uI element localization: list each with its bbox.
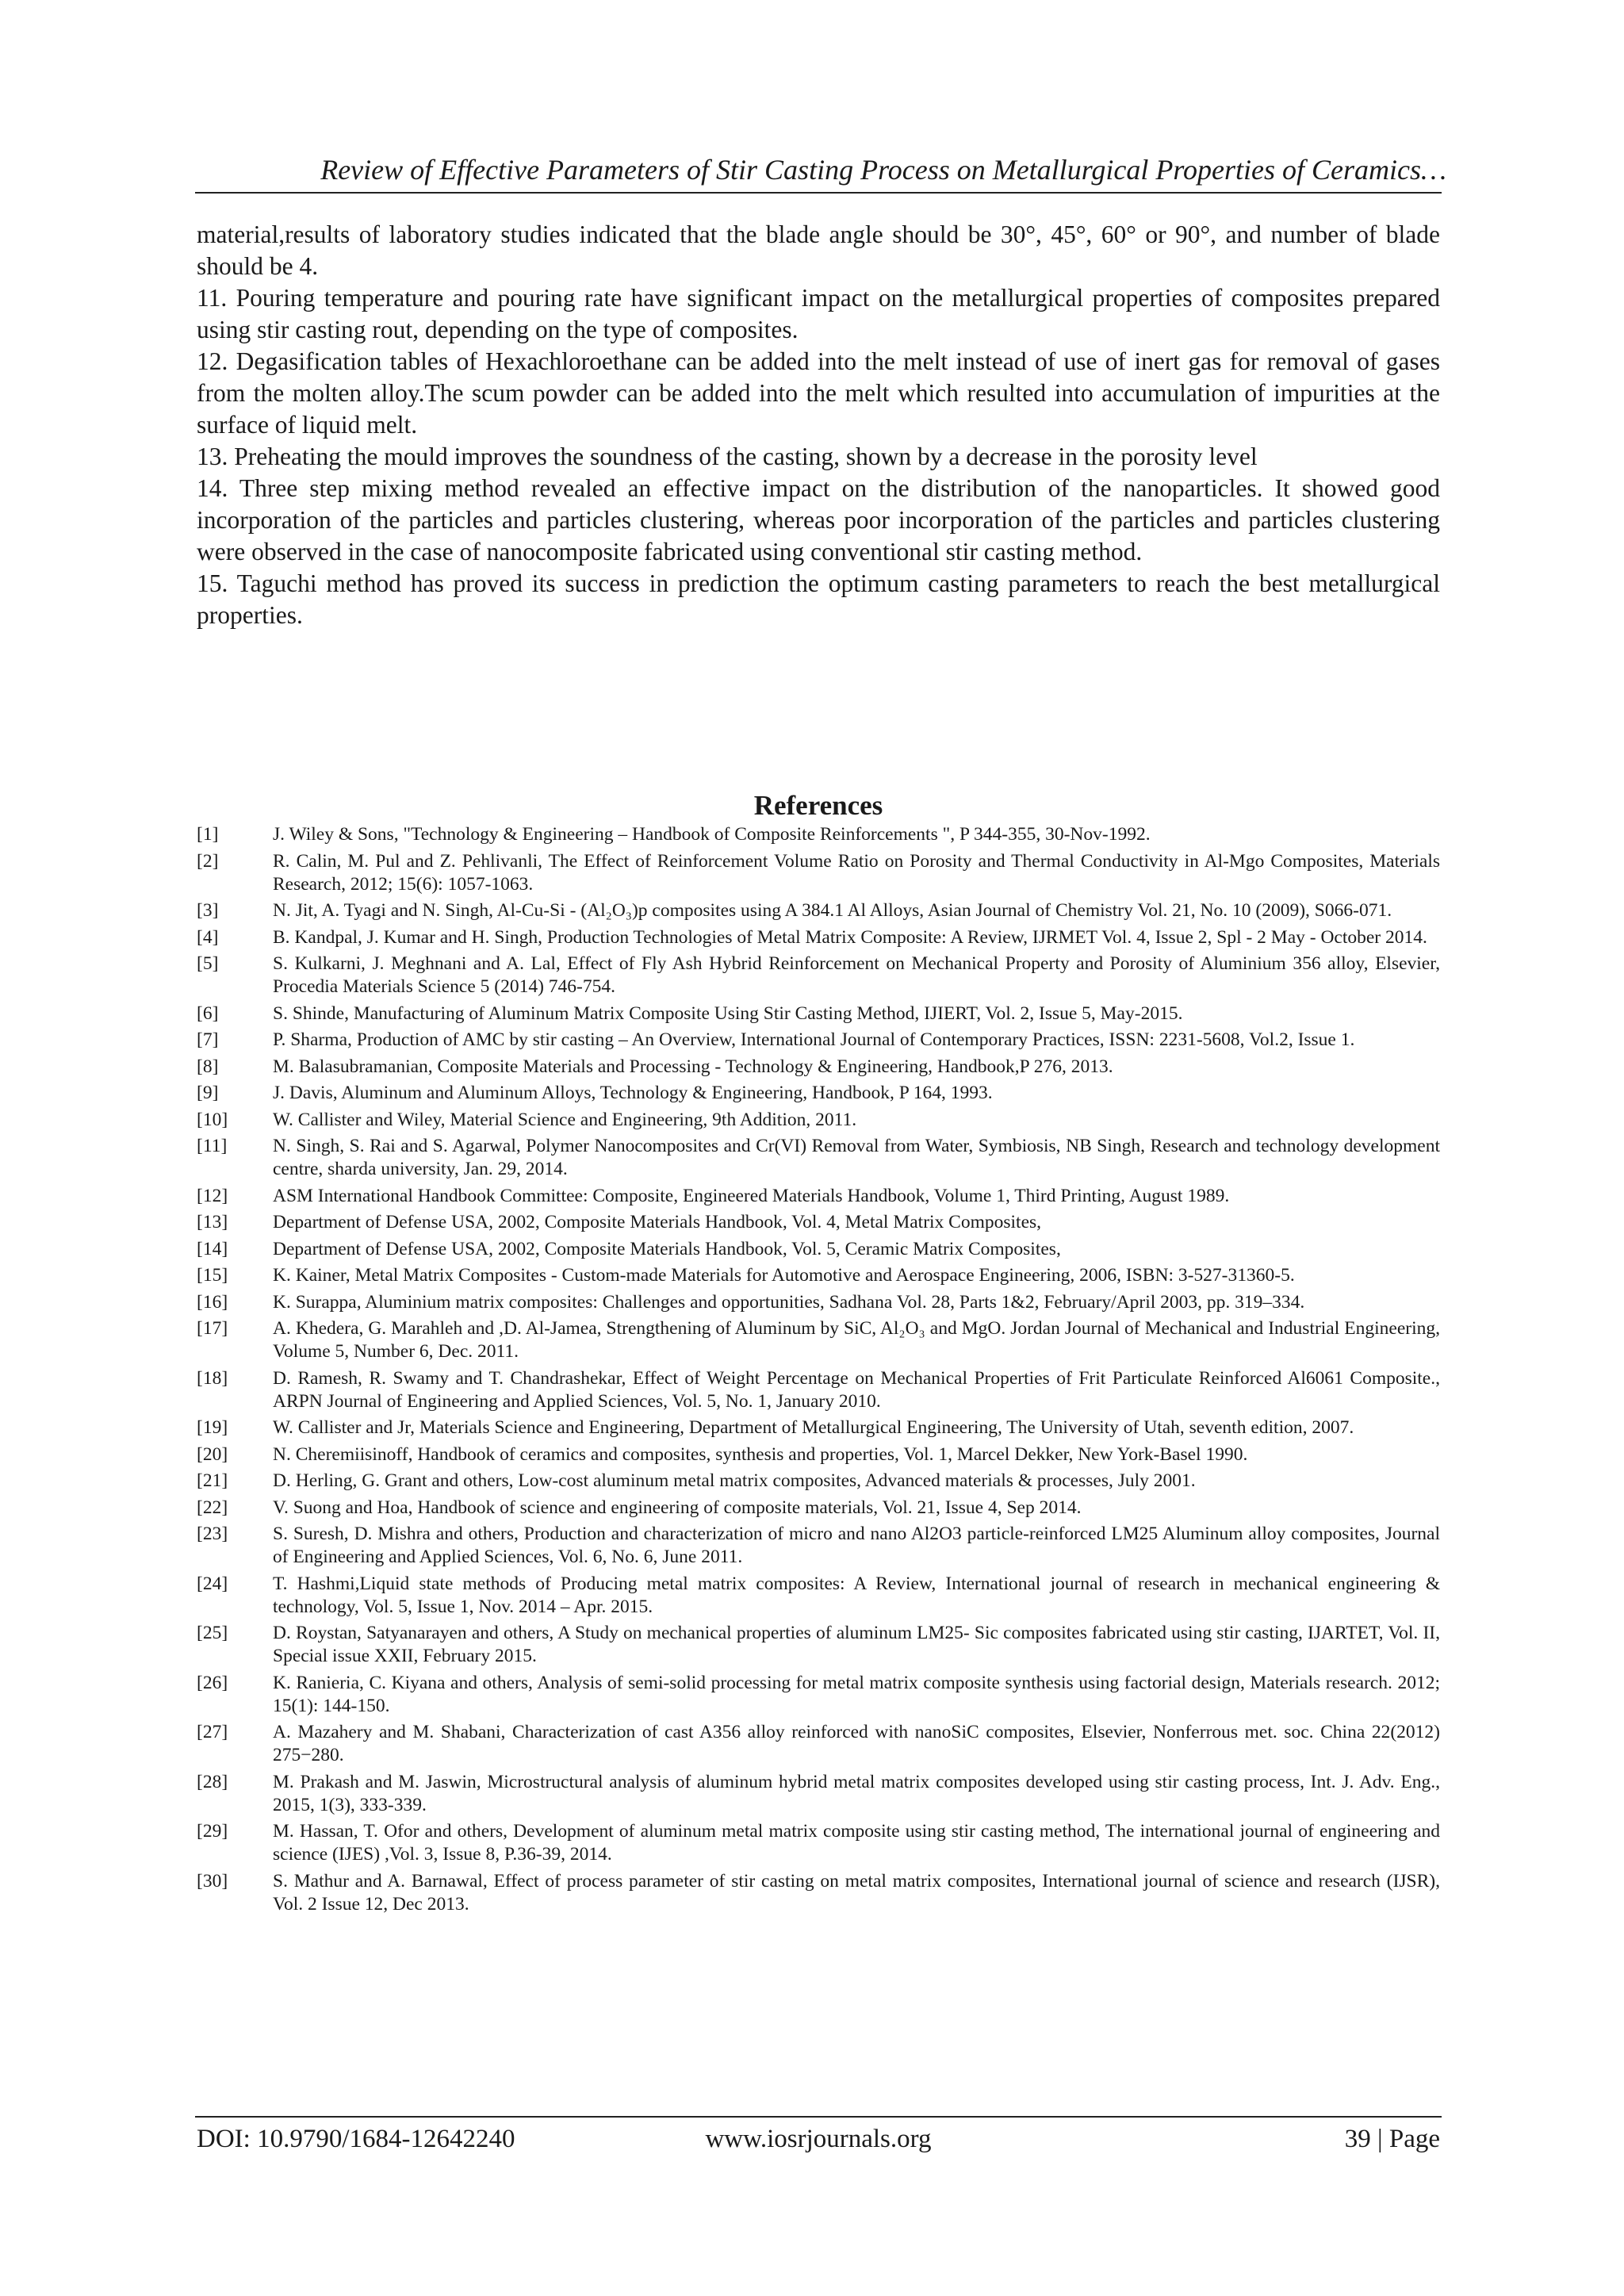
reference-item (197, 1056, 1440, 1079)
paragraph: 11. Pouring temperature and pouring rate have significant impact on the metallurgical properties of composites prepared using stir casting rout, depending on the type of composites. (197, 284, 1440, 343)
reference-number: [17] (197, 1318, 228, 1339)
reference-number: [26] (197, 1672, 228, 1693)
reference-number: [12] (197, 1185, 228, 1206)
paragraph: material,results of laboratory studies indicated that the blade angle should be 30°, 45°, 60° or 90°, and number of blade should be 4. (197, 220, 1440, 280)
paragraph: 13. Preheating the mould improves the soundness of the casting, shown by a decrease in the porosity level (197, 443, 1258, 470)
reference-number: [15] (197, 1265, 228, 1286)
reference-number: [5] (197, 953, 219, 974)
reference-text: P. Sharma, Production of AMC by stir casting – An Overview, International Journal of Contemporary Practices, ISSN: 2231-5608, Vol.2, Issue 1. (273, 1029, 1355, 1050)
reference-number: [24] (197, 1573, 228, 1594)
reference-text: Department of Defense USA, 2002, Composite Materials Handbook, Vol. 4, Metal Matrix Composites, (273, 1212, 1042, 1232)
reference-item (197, 1367, 1440, 1413)
footer-divider (195, 2116, 1442, 2118)
reference-item (197, 899, 1440, 922)
reference-text: A. Mazahery and M. Shabani, Characterization of cast A356 alloy reinforced with nanoSiC composites, Elsevier, Nonferrous met. soc. China 22(2012) 275−280. (273, 1722, 1440, 1765)
reference-item (197, 1291, 1440, 1314)
reference-number: [30] (197, 1870, 228, 1892)
footer-website: www.iosrjournals.org (705, 2125, 932, 2153)
reference-item (197, 1470, 1440, 1493)
reference-item (197, 1497, 1440, 1520)
reference-item (197, 1523, 1440, 1569)
reference-item (197, 1317, 1440, 1363)
reference-item (197, 823, 1440, 846)
reference-item (197, 850, 1440, 896)
reference-text: S. Shinde, Manufacturing of Aluminum Matrix Composite Using Stir Casting Method, IJIERT, Vol. 2, Issue 5, May-2015. (273, 1002, 1183, 1024)
reference-number: [11] (197, 1136, 228, 1156)
reference-text: Department of Defense USA, 2002, Composite Materials Handbook, Vol. 5, Ceramic Matrix Composites, (273, 1238, 1061, 1259)
reference-item (197, 1002, 1440, 1025)
reference-item (197, 1443, 1440, 1466)
reference-text: K. Kainer, Metal Matrix Composites - Custom-made Materials for Automotive and Aerospace Engineering, 2006, ISBN: 3-527-31360-5. (273, 1265, 1295, 1286)
reference-text: D. Roystan, Satyanarayen and others, A Study on mechanical properties of aluminum LM25- Sic composites fabricated using stir casting, IJARTET, Vol. II, Special issue XXII, February 2015. (273, 1623, 1440, 1666)
reference-item (197, 1029, 1440, 1052)
paragraph: 15. Taguchi method has proved its success in prediction the optimum casting parameters to reach the best metallurgical properties. (197, 569, 1440, 629)
reference-text: W. Callister and Jr, Materials Science and Engineering, Department of Metallurgical Engineering, The University of Utah, seventh edition, 2007. (273, 1417, 1354, 1438)
reference-number: [27] (197, 1722, 228, 1742)
reference-item (197, 1573, 1440, 1619)
reference-item (197, 1082, 1440, 1105)
reference-item (197, 1870, 1440, 1916)
reference-text: D. Ramesh, R. Swamy and T. Chandrashekar, Effect of Weight Percentage on Mechanical Properties of Frit Particulate Reinforced Al6061 Composite., ARPN Journal of Engineering and Applied Sciences, Vol. 5, No. 1, January 2010. (273, 1367, 1440, 1412)
reference-item (197, 1185, 1440, 1208)
reference-number: [20] (197, 1443, 228, 1465)
reference-number: [21] (197, 1470, 228, 1491)
reference-text: J. Davis, Aluminum and Aluminum Alloys, Technology & Engineering, Handbook, P 164, 1993. (273, 1083, 993, 1103)
reference-number: [14] (197, 1238, 228, 1259)
reference-text: S. Kulkarni, J. Meghnani and A. Lal, Effect of Fly Ash Hybrid Reinforcement on Mechanical Property and Porosity of Aluminium 356 alloy, Elsevier, Procedia Materials Science 5 (2014) 746-754. (273, 953, 1440, 997)
reference-number: [7] (197, 1029, 219, 1050)
references-list (197, 823, 1440, 1919)
reference-number: [2] (197, 850, 219, 872)
reference-item (197, 1672, 1440, 1718)
reference-number: [8] (197, 1056, 219, 1077)
reference-number: [18] (197, 1367, 228, 1389)
reference-text: V. Suong and Hoa, Handbook of science and engineering of composite materials, Vol. 21, Issue 4, Sep 2014. (273, 1497, 1082, 1518)
references-heading: References (753, 790, 883, 821)
reference-item (197, 1721, 1440, 1767)
reference-text: S. Mathur and A. Barnawal, Effect of process parameter of stir casting on metal matrix composites, International journal of science and research (IJSR), Vol. 2 Issue 12, Dec 2013. (273, 1870, 1440, 1915)
reference-number: [22] (197, 1497, 228, 1518)
reference-item (197, 1264, 1440, 1287)
reference-number: [1] (197, 824, 219, 845)
reference-number: [6] (197, 1002, 219, 1024)
running-header: Review of Effective Parameters of Stir Casting Process on Metallurgical Properties of Ceramics… (320, 154, 1446, 186)
reference-text: M. Prakash and M. Jaswin, Microstructural analysis of aluminum hybrid metal matrix composites developed using stir casting process, Int. J. Adv. Eng., 2015, 1(3), 333-339. (273, 1771, 1440, 1815)
reference-item (197, 1820, 1440, 1866)
reference-number: [9] (197, 1083, 219, 1103)
reference-text: K. Ranieria, C. Kiyana and others, Analysis of semi-solid processing for metal matrix composite synthesis using factorial design, Materials research. 2012; 15(1): 144-150. (273, 1672, 1440, 1716)
reference-text: M. Balasubramanian, Composite Materials and Processing - Technology & Engineering, Handbook,P 276, 2013. (273, 1056, 1113, 1077)
reference-item (197, 1771, 1440, 1817)
reference-number: [3] (197, 900, 219, 921)
reference-text: M. Hassan, T. Ofor and others, Development of aluminum metal matrix composite using stir casting method, The international journal of engineering and science (IJES) ,Vol. 3, Issue 8, P.36-39, 2014. (273, 1821, 1440, 1865)
reference-text: N. Jit, A. Tyagi and N. Singh, Al-Cu-Si - (Al₂O₃)p composites using A 384.1 Al Alloys, Asian Journal of Chemistry Vol. 21, No. 10 (2009), S066-071. (273, 900, 1392, 921)
reference-text: N. Cheremiisinoff, Handbook of ceramics and composites, synthesis and properties, Vol. 1, Marcel Dekker, New York-Basel 1990. (273, 1443, 1248, 1465)
reference-number: [28] (197, 1771, 228, 1792)
reference-item (197, 1622, 1440, 1668)
reference-number: [23] (197, 1524, 228, 1544)
body-text (197, 219, 1440, 631)
footer-doi: DOI: 10.9790/1684-12642240 (197, 2125, 515, 2153)
reference-number: [13] (197, 1212, 228, 1232)
reference-number: [4] (197, 926, 219, 948)
page-footer (197, 2122, 1440, 2156)
reference-number: [19] (197, 1417, 228, 1438)
reference-text: S. Suresh, D. Mishra and others, Production and characterization of micro and nano Al2O3 particle-reinforced LM25 Aluminum alloy composites, Journal of Engineering and Applied Sciences, Vol. 6, No. 6, June 2011. (273, 1524, 1440, 1567)
reference-text: ASM International Handbook Committee: Composite, Engineered Materials Handbook, Volume 1, Third Printing, August 1989. (273, 1185, 1230, 1206)
reference-item (197, 1109, 1440, 1132)
reference-item (197, 1416, 1440, 1439)
reference-number: [10] (197, 1109, 228, 1130)
reference-item (197, 1238, 1440, 1261)
reference-number: [25] (197, 1623, 228, 1643)
reference-item (197, 1211, 1440, 1234)
reference-text: T. Hashmi,Liquid state methods of Producing metal matrix composites: A Review, International journal of research in mechanical engineering & technology, Vol. 5, Issue 1, Nov. 2014 – Apr. 2015. (273, 1573, 1440, 1617)
reference-text: N. Singh, S. Rai and S. Agarwal, Polymer Nanocomposites and Cr(VI) Removal from Water, Symbiosis, NB Singh, Research and technology development centre, sharda university, Jan. 29, 2014. (273, 1136, 1440, 1179)
paragraph: 12. Degasification tables of Hexachloroethane can be added into the melt instead of use of inert gas for removal of gases from the molten alloy.The scum powder can be added into the melt which resulted into accumulation of impurities at the surface of liquid melt. (197, 347, 1440, 439)
reference-item (197, 926, 1440, 949)
reference-text: B. Kandpal, J. Kumar and H. Singh, Production Technologies of Metal Matrix Composite: A Review, IJRMET Vol. 4, Issue 2, Spl - 2 May - October 2014. (273, 926, 1427, 948)
reference-number: [29] (197, 1821, 228, 1842)
reference-text: W. Callister and Wiley, Material Science and Engineering, 9th Addition, 2011. (273, 1109, 857, 1130)
reference-item (197, 953, 1440, 999)
reference-text: A. Khedera, G. Marahleh and ,D. Al-Jamea, Strengthening of Aluminum by SiC, Al₂O₃ and MgO. Jordan Journal of Mechanical and Industrial Engineering, Volume 5, Number 6, Dec. 2011. (273, 1318, 1440, 1362)
reference-text: J. Wiley & Sons, "Technology & Engineering – Handbook of Composite Reinforcements ", P 344-355, 30-Nov-1992. (273, 824, 1151, 845)
reference-text: K. Surappa, Aluminium matrix composites: Challenges and opportunities, Sadhana Vol. 28, Parts 1&2, February/April 2003, pp. 319–334. (273, 1291, 1305, 1313)
paragraph: 14. Three step mixing method revealed an effective impact on the distribution of the nanoparticles. It showed good incorporation of the particles and particles clustering, whereas poor incorporation of the particles and particles clustering were observed in the case of nanocomposite fabricated using conventional stir casting method. (197, 474, 1440, 565)
footer-page-number: 39 | Page (1344, 2125, 1440, 2153)
reference-item (197, 1135, 1440, 1181)
reference-text: R. Calin, M. Pul and Z. Pehlivanli, The Effect of Reinforcement Volume Ratio on Porosity and Thermal Conductivity in Al-Mgo Composites, Materials Research, 2012; 15(6): 1057-1063. (273, 850, 1440, 895)
reference-text: D. Herling, G. Grant and others, Low-cost aluminum metal matrix composites, Advanced materials & processes, July 2001. (273, 1470, 1196, 1491)
header-divider (195, 192, 1442, 194)
reference-number: [16] (197, 1291, 228, 1313)
